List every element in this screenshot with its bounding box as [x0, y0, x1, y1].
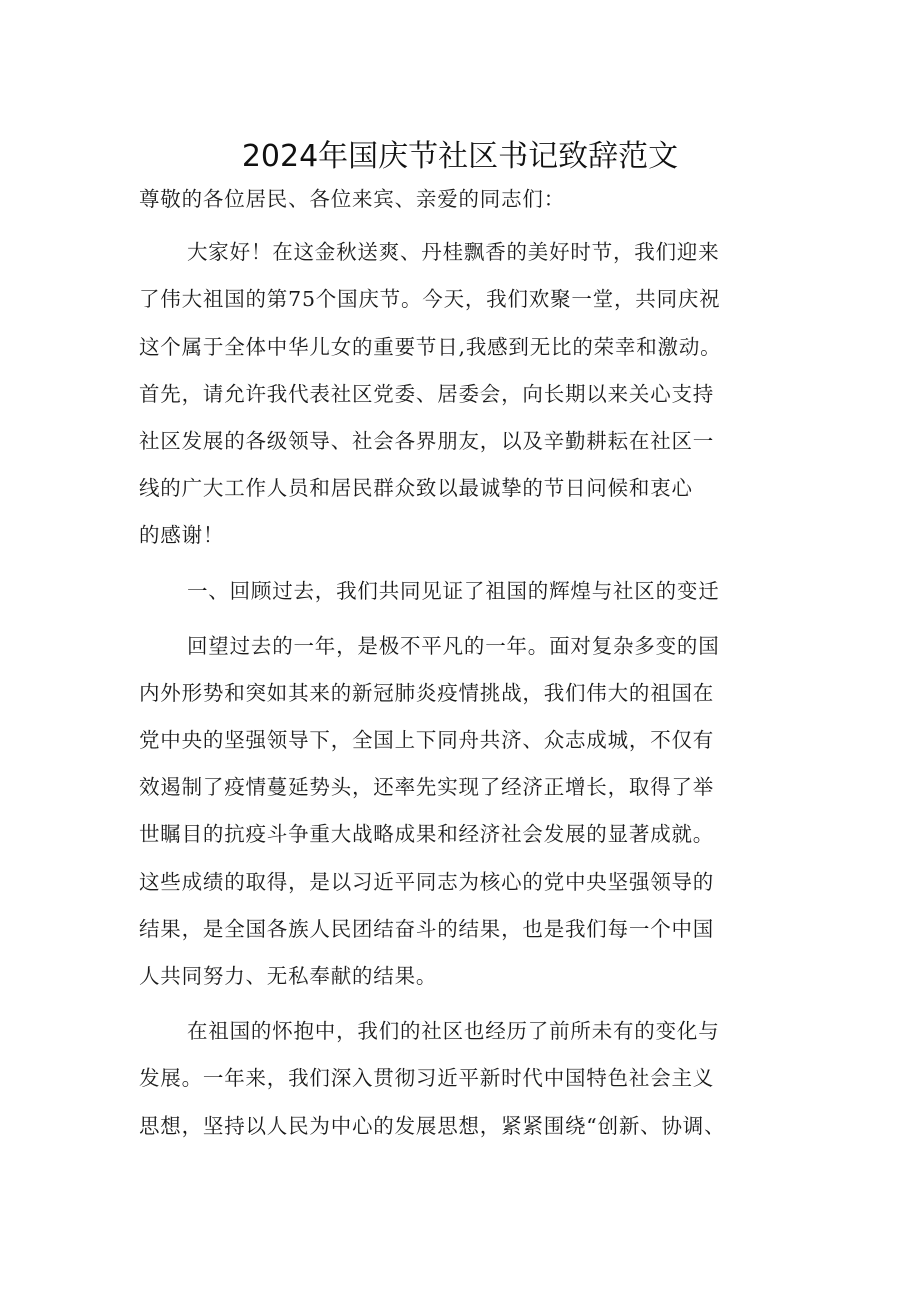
- text-line: 思想，坚持以人民为中心的发展思想，紧紧围绕“创新、协调、: [139, 1113, 726, 1138]
- text-line: 效遏制了疫情蔓延势头，还率先实现了经济正增长，取得了举: [139, 775, 715, 800]
- text-line: 结果，是全国各族人民团结奋斗的结果，也是我们每一个中国: [139, 916, 715, 941]
- text-line: 了伟大祖国的第75个国庆节。今天，我们欢聚一堂，共同庆祝: [139, 287, 721, 312]
- document-title: 2024年国庆节社区书记致辞范文: [241, 139, 679, 174]
- spacer: [139, 615, 763, 623]
- section-heading-1: [139, 568, 763, 615]
- text-line: 这个属于全体中华儿女的重要节日,我感到无比的荣幸和激动。: [139, 334, 722, 359]
- text-line: 内外形势和突如其来的新冠肺炎疫情挑战，我们伟大的祖国在: [139, 680, 715, 705]
- text-line: 在祖国的怀抱中，我们的社区也经历了前所未有的变化与: [187, 1019, 720, 1044]
- text-line: 的感谢！: [139, 523, 225, 548]
- spacer: [139, 560, 763, 568]
- salutation: 尊敬的各位居民、各位来宾、亲爱的同志们：: [139, 187, 565, 211]
- text-line: 世瞩目的抗疫斗争重大战略成果和经济社会发展的显著成就。: [139, 822, 715, 847]
- text-line: 社区发展的各级领导、社会各界朋友，以及辛勤耕耘在社区一: [139, 428, 715, 453]
- text-line: 这些成绩的取得，是以习近平同志为核心的党中央坚强领导的: [139, 869, 715, 894]
- text-line: 首先，请允许我代表社区党委、居委会，向长期以来关心支持: [139, 381, 715, 406]
- paragraph-community: [139, 1008, 763, 1150]
- section-heading: 一、回顾过去，我们共同见证了祖国的辉煌与社区的变迁: [187, 578, 720, 603]
- text-line: 发展。一年来，我们深入贯彻习近平新时代中国特色社会主义: [139, 1066, 715, 1091]
- text-line: 大家好！在这金秋送爽、丹桂飘香的美好时节，我们迎来: [187, 240, 720, 265]
- spacer: [139, 1000, 763, 1008]
- text-line: 党中央的坚强领导下，全国上下同舟共济、众志成城，不仅有: [139, 728, 715, 753]
- paragraph-greeting: [139, 229, 763, 559]
- text-line: 线的广大工作人员和居民群众致以最诚挚的节日问候和衷心: [139, 476, 693, 501]
- text-line: 人共同努力、无私奉献的结果。: [139, 964, 438, 988]
- document-body: [139, 176, 763, 1150]
- paragraph-review: [139, 623, 763, 1001]
- text-line: 回望过去的一年，是极不平凡的一年。面对复杂多变的国: [187, 633, 720, 658]
